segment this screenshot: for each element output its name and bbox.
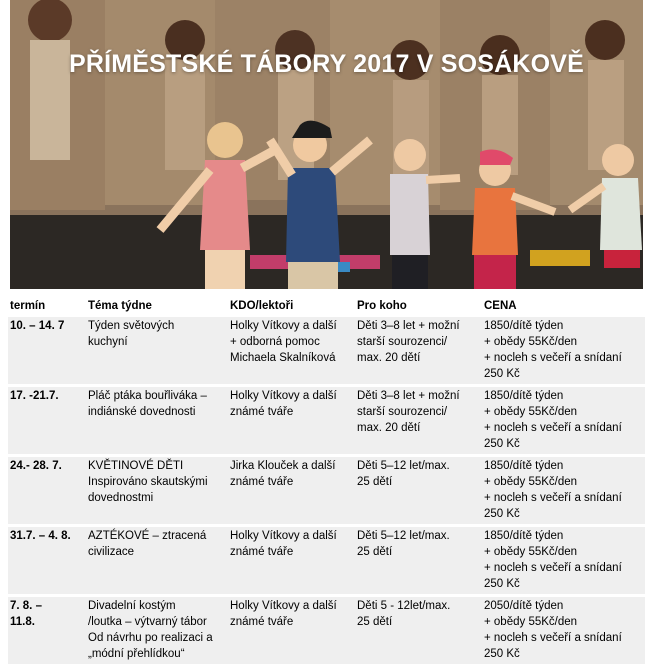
term-cell-line: 7. 8. – [10,600,42,612]
page-title: PŘÍMĚSTSKÉ TÁBORY 2017 V SOSÁKOVĚ [68,50,585,78]
price-cell-line: + obědy 55Kč/den [484,406,578,418]
theme-cell [86,457,228,524]
table-row [8,527,645,594]
price-cell-line: 250 Kč [484,368,520,380]
header-photo [10,0,643,289]
for-cell [355,457,482,524]
term-cell-line: 11.8. [10,616,35,628]
who-cell-line: známé tváře [230,616,294,628]
for-cell-line: 25 dětí [357,616,393,628]
for-cell-line: Děti 5–12 let/max. [357,460,450,472]
price-cell-line: + nocleh s večeří a snídaní [484,492,622,504]
column-header-price: CENA [484,300,517,312]
who-cell [228,457,355,524]
theme-cell-line: Od návrhu po realizaci a [88,632,213,644]
table-row [8,317,645,384]
children-dancing-illustration [10,0,643,289]
theme-cell [86,597,228,664]
price-cell [482,457,645,524]
table-row [8,457,645,524]
price-cell [482,317,645,384]
for-cell-line: Děti 5–12 let/max. [357,530,450,542]
theme-cell-line: kuchyní [88,336,128,348]
price-cell-line: + obědy 55Kč/den [484,616,578,628]
who-cell [228,527,355,594]
column-header-who: KDO/lektoři [230,300,294,312]
table-row [8,387,645,454]
price-cell-line: + obědy 55Kč/den [484,336,578,348]
theme-cell-line: Divadelní kostým [88,600,176,612]
term-cell [8,527,86,594]
who-cell-line: + odborná pomoc [230,336,320,348]
for-cell-line: max. 20 dětí [357,422,421,434]
price-cell-line: 1850/dítě týden [484,530,564,542]
theme-cell-line: dovednostmi [88,492,154,504]
schedule-table [8,293,645,667]
who-cell-line: Holky Vítkovy a další [230,530,337,542]
theme-cell [86,387,228,454]
price-cell-line: 250 Kč [484,648,520,660]
theme-cell-line: Inspirováno skautskými [88,476,208,488]
price-cell-line: + obědy 55Kč/den [484,546,578,558]
who-cell [228,317,355,384]
price-cell-line: 250 Kč [484,438,520,450]
for-cell-line: Děti 5 - 12let/max. [357,600,451,612]
column-header-theme: Téma týdne [88,300,152,312]
who-cell-line: známé tváře [230,406,294,418]
who-cell-line: Michaela Skalníková [230,352,336,364]
price-cell-line: 250 Kč [484,578,520,590]
theme-cell-line: /loutka – výtvarný tábor [88,616,207,628]
theme-cell-line: „módní přehlídkou“ [88,648,185,660]
term-cell-line: 24.- 28. 7. [10,460,62,472]
who-cell-line: Holky Vítkovy a další [230,320,337,332]
theme-cell-line: Týden světových [88,320,175,332]
for-cell [355,597,482,664]
price-cell-line: + nocleh s večeří a snídaní [484,632,622,644]
term-cell [8,317,86,384]
term-cell [8,457,86,524]
price-cell-line: + obědy 55Kč/den [484,476,578,488]
price-cell-line: 1850/dítě týden [484,390,564,402]
term-cell-line: 17. -21.7. [10,390,59,402]
for-cell [355,387,482,454]
price-cell [482,387,645,454]
who-cell-line: Holky Vítkovy a další [230,390,337,402]
theme-cell-line: civilizace [88,546,135,558]
price-cell-line: + nocleh s večeří a snídaní [484,352,622,364]
term-cell [8,387,86,454]
theme-cell-line: KVĚTINOVÉ DĚTI [88,460,184,472]
price-cell [482,597,645,664]
theme-cell-line: AZTÉKOVÉ – ztracená [88,530,207,542]
price-cell-line: 2050/dítě týden [484,600,564,612]
for-cell-line: Děti 3–8 let + možní [357,320,460,332]
for-cell [355,317,482,384]
for-cell-line: Děti 3–8 let + možní [357,390,460,402]
for-cell-line: 25 dětí [357,476,393,488]
term-cell [8,597,86,664]
term-cell-line: 10. – 14. 7 [10,320,65,332]
column-header-term: termín [10,300,46,312]
who-cell [228,387,355,454]
theme-cell [86,527,228,594]
price-cell-line: 250 Kč [484,508,520,520]
price-cell-line: + nocleh s večeří a snídaní [484,562,622,574]
theme-cell-line: Pláč ptáka bouřliváka – [88,390,207,402]
theme-cell-line: indiánské dovednosti [88,406,196,418]
price-cell-line: 1850/dítě týden [484,460,564,472]
for-cell-line: starší sourozenci/ [357,336,448,348]
who-cell-line: Jirka Klouček a další [230,460,336,472]
who-cell [228,597,355,664]
term-cell-line: 31.7. – 4. 8. [10,530,71,542]
for-cell-line: 25 dětí [357,546,393,558]
table-header-row [8,296,645,314]
theme-cell [86,317,228,384]
for-cell-line: max. 20 dětí [357,352,421,364]
price-cell-line: + nocleh s večeří a snídaní [484,422,622,434]
who-cell-line: Holky Vítkovy a další [230,600,337,612]
who-cell-line: známé tváře [230,476,294,488]
for-cell-line: starší sourozenci/ [357,406,448,418]
price-cell-line: 1850/dítě týden [484,320,564,332]
table-row [8,597,645,664]
schedule-body [8,317,645,664]
for-cell [355,527,482,594]
price-cell [482,527,645,594]
who-cell-line: známé tváře [230,546,294,558]
column-header-for: Pro koho [357,300,407,312]
